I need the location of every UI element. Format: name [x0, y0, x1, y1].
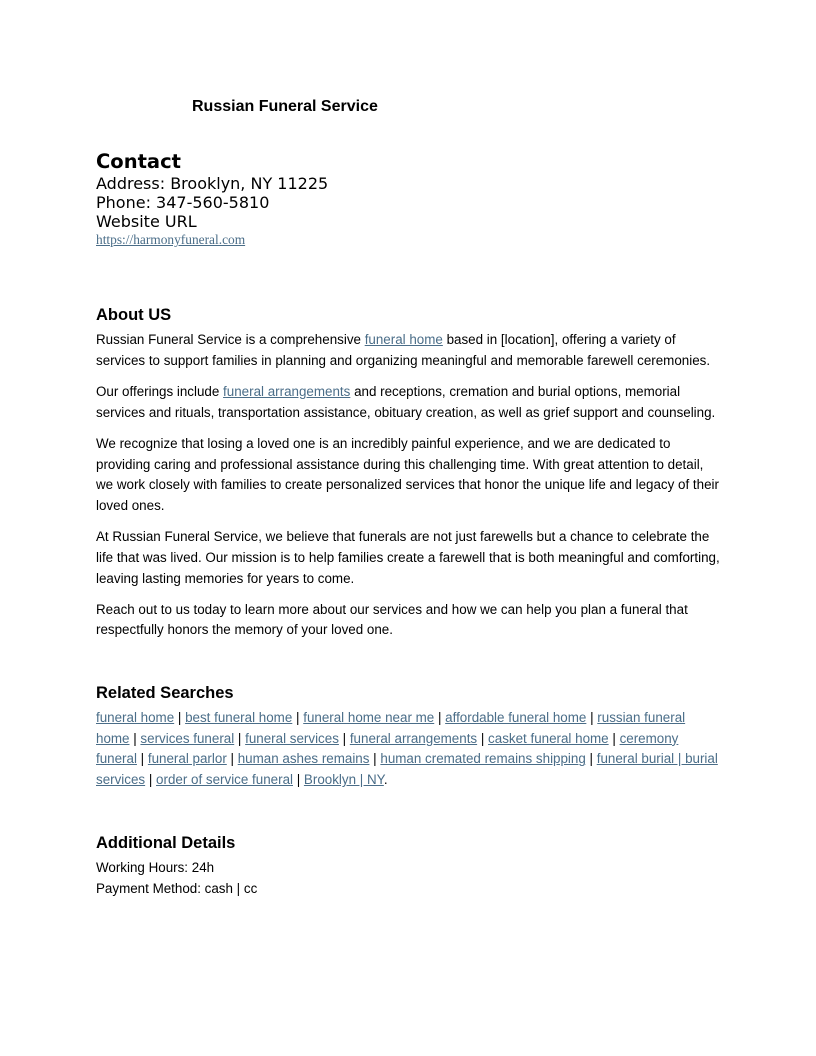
about-p1-text-a: Russian Funeral Service is a comprehensive [96, 332, 365, 347]
related-search-link[interactable]: services funeral [140, 730, 235, 746]
related-search-link[interactable]: Brooklyn | NY [303, 772, 384, 788]
payment-method: Payment Method: cash | cc [96, 880, 258, 896]
related-search-link[interactable]: casket funeral home [488, 730, 609, 746]
contact-heading: Contact [96, 150, 181, 173]
related-searches-list [96, 708, 720, 791]
about-paragraph [96, 330, 720, 371]
related-search-link[interactable]: order of service funeral [156, 772, 293, 788]
contact-phone: Phone: 347-560-5810 [96, 193, 270, 212]
related-search-link[interactable]: ceremony funeral [96, 730, 679, 767]
link-separator: | [369, 751, 381, 767]
link-separator: | [338, 730, 350, 746]
link-separator: | [608, 730, 620, 746]
about-p2-text-a: Our offerings include [96, 383, 224, 399]
list-end-period: . [383, 772, 388, 788]
link-separator: | [292, 710, 304, 725]
link-separator: | [145, 772, 157, 788]
related-search-link[interactable]: funeral arrangements [349, 730, 478, 746]
link-separator: | [293, 772, 304, 788]
related-search-link[interactable]: affordable funeral home [445, 710, 587, 725]
additional-details-section [96, 832, 720, 899]
related-search-link[interactable]: human ashes remains [237, 751, 370, 767]
link-separator: | [477, 730, 489, 746]
about-p2-text-b: and receptions, cremation and burial options, memorial services and rituals, transportation assistance, obituary creation, as well as grief support and counseling. [96, 383, 716, 420]
about-p1-text-b: based in [location], offering a variety of services to support families in planning and organizing meaningful and memorable farewell ceremonies. [96, 332, 711, 368]
link-separator: | [234, 730, 246, 746]
website-link[interactable]: https://harmonyfuneral.com [96, 232, 246, 247]
funeral-arrangements-link[interactable]: funeral arrangements [223, 383, 351, 399]
link-separator: | [136, 751, 148, 767]
link-separator: | [586, 710, 598, 725]
related-search-link[interactable]: funeral services [245, 730, 339, 746]
related-search-link[interactable]: funeral parlor [147, 751, 227, 767]
about-paragraph [96, 382, 720, 423]
related-search-link[interactable]: russian funeral home [96, 710, 686, 746]
page-title: Russian Funeral Service [192, 98, 378, 115]
link-separator: | [585, 751, 597, 767]
funeral-home-link[interactable]: funeral home [364, 332, 443, 347]
contact-website-label: Website URL [96, 212, 197, 231]
additional-details-heading: Additional Details [96, 834, 236, 852]
related-search-link[interactable]: best funeral home [185, 710, 293, 725]
related-searches-heading: Related Searches [96, 684, 234, 702]
link-separator: | [434, 710, 446, 725]
about-paragraph: At Russian Funeral Service, we believe that funerals are not just farewells but a chance to celebrate the life that was lived. Our mission is to help families create a farewell that is both meaningful and comforting, leaving lasting memories for years to come. [96, 529, 720, 586]
about-paragraph: We recognize that losing a loved one is an incredibly painful experience, and we are dedicated to providing caring and professional assistance during this challenging time. With great attention to detail, we work closely with families to create personalized services that honor the unique life and legacy of their loved ones. [96, 435, 719, 513]
related-search-link[interactable]: human cremated remains shipping [380, 751, 586, 767]
related-search-link[interactable]: funeral home near me [303, 710, 435, 725]
related-searches-section [96, 682, 720, 791]
link-separator: | [174, 710, 186, 725]
link-separator: | [129, 730, 141, 746]
related-search-link[interactable]: funeral home [96, 710, 175, 725]
link-separator: | [226, 751, 238, 767]
related-search-link[interactable]: funeral burial | burial services [96, 751, 718, 788]
contact-section [96, 150, 328, 249]
contact-address: Address: Brooklyn, NY 11225 [96, 174, 329, 193]
about-heading: About US [96, 306, 172, 324]
working-hours: Working Hours: 24h [96, 860, 215, 875]
about-paragraph: Reach out to us today to learn more about our services and how we can help you plan a funeral that respectfully honors the memory of your loved one. [96, 601, 688, 638]
about-section [96, 304, 720, 652]
